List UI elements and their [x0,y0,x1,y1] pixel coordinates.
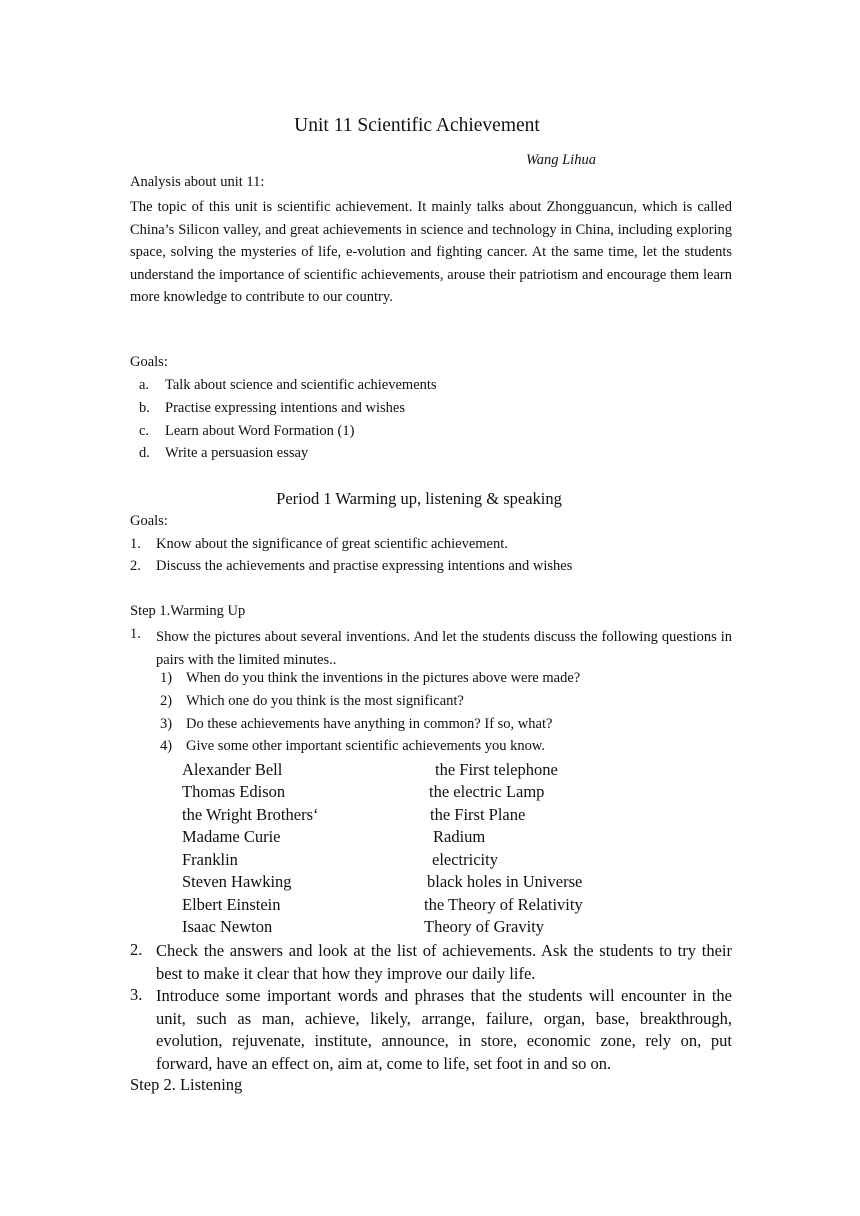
list-text: Give some other important scientific achievements you know. [186,738,546,754]
list-marker: 3) [160,716,173,732]
list-text: Learn about Word Formation (1) [165,423,355,439]
achievement-name: the Theory of Relativity [424,895,583,914]
list-text: Discuss the achievements and practise expressing intentions and wishes [156,558,573,574]
scientist-name: Elbert Einstein [182,895,281,914]
step1-item2-text: Check the answers and look at the list of achievements. Ask the students to try their best to make it clear that how they improve our daily life. [156,941,732,983]
list-text: Do these achievements have anything in common? If so, what? [186,716,553,732]
step1-item3-text: Introduce some important words and phrases that the students will encounter in the unit, such as man, achieve, likely, arrange, failure, organ, base, breakthrough, evolution, rejuvenate, institute, announce, in store, economic zone, rely on, put forward, have an effect on, aim at, come to life, set foot in and so on. [156,986,732,1073]
achievement-name: electricity [432,850,498,869]
list-text: Write a persuasion essay [165,445,309,461]
step1-item1-text: Show the pictures about several inventions. And let the students discuss the following questions in pairs with the limited minutes.. [156,629,732,668]
achievement-name: the First Plane [430,805,526,824]
list-marker: d. [139,445,150,461]
list-marker: 1) [160,670,173,686]
list-text: Know about the significance of great scientific achievement. [156,536,508,552]
list-marker: 2) [160,693,173,709]
scientist-name: Madame Curie [182,827,281,846]
list-marker: b. [139,400,150,416]
scientist-name: Isaac Newton [182,917,273,936]
list-text: Which one do you think is the most significant? [186,693,464,709]
author-name: Wang Lihua [526,152,596,168]
step1-heading: Step 1.Warming Up [130,603,246,619]
list-marker: a. [139,377,150,393]
list-text: Practise expressing intentions and wishes [165,400,406,416]
achievement-name: the First telephone [435,760,558,779]
analysis-paragraph: The topic of this unit is scientific achievement. It mainly talks about Zhongguancun, which is called China’s Silicon valley, and great achievements in science and technology in China, including exploring space, solving the mysteries of life, e-volution and fighting cancer. At the same time, let the students understand the importance of scientific achievements, arouse their patriotism and encourage them learn more knowledge to contribute to our country. [130,199,732,306]
document-title: Unit 11 Scientific Achievement [294,115,540,136]
goals-heading: Goals: [130,354,168,370]
list-text: When do you think the inventions in the pictures above were made? [186,670,581,686]
list-text: Talk about science and scientific achievements [165,377,437,393]
achievement-name: black holes in Universe [427,872,583,891]
analysis-heading: Analysis about unit 11: [130,174,265,190]
list-marker: 4) [160,738,173,754]
scientist-name: Franklin [182,850,238,869]
achievement-name: Radium [433,827,486,846]
list-marker: 1. [130,626,141,642]
list-marker: 1. [130,536,141,552]
period-goals-heading: Goals: [130,513,168,529]
achievement-name: Theory of Gravity [424,917,545,936]
step2-heading: Step 2. Listening [130,1075,243,1094]
achievement-name: the electric Lamp [429,782,545,801]
list-marker: 2. [130,940,143,959]
scientist-name: Steven Hawking [182,872,292,891]
list-marker: c. [139,423,150,439]
period-title: Period 1 Warming up, listening & speaking [276,489,562,508]
scientist-name: Thomas Edison [182,782,286,801]
list-marker: 2. [130,558,141,574]
scientist-name: Alexander Bell [182,760,283,779]
scientist-name: the Wright Brothers‘ [182,805,319,824]
list-marker: 3. [130,985,143,1004]
